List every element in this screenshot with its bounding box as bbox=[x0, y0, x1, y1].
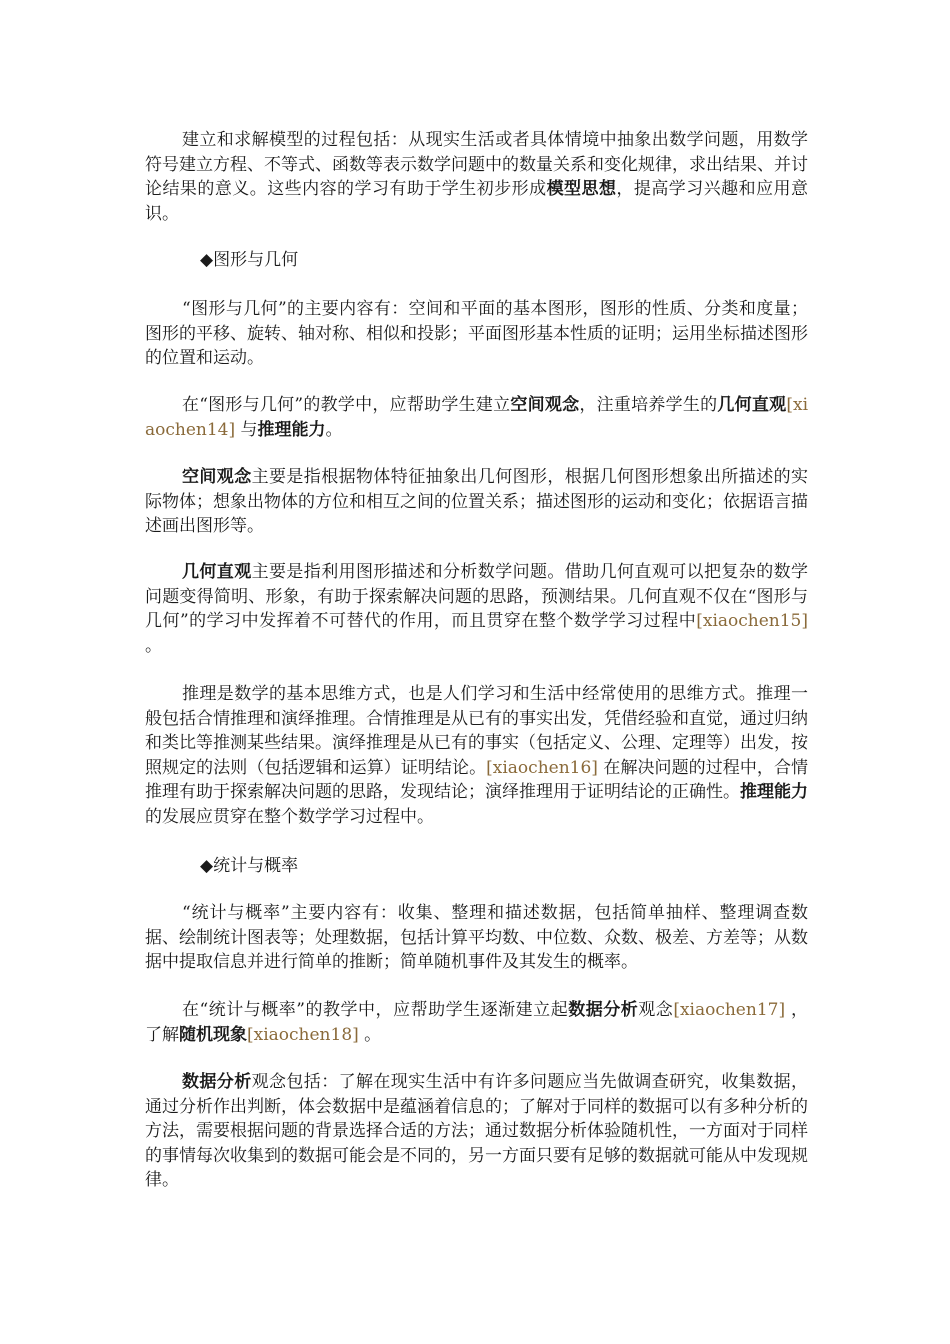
section-heading-statistics: ◆统计与概率 bbox=[200, 856, 299, 876]
keyword-reasoning-ability: 推理能力 bbox=[257, 419, 326, 440]
diamond-bullet-icon: ◆ bbox=[200, 250, 214, 270]
keyword-data-analysis: 数据分析 bbox=[568, 1000, 639, 1020]
keyword-spatial-concept: 空间观念 bbox=[182, 467, 252, 487]
diamond-bullet-icon: ◆ bbox=[200, 856, 214, 876]
keyword-geometric-intuition: 几何直观 bbox=[182, 562, 252, 582]
paragraph-data-analysis: 数据分析观念包括：了解在现实生活中有许多问题应当先做调查研究，收集数据，通过分析作出判断，体会数据中是蕴涵着信息的；了解对于同样的数据可以有多种分析的方法，需要根据问题的背景选择合适的方法；通过数据分析体验随机性，一方面对于同样的事情每次收集到的数据可能会是不同的，另一方面只要有足够的数据就可能从中发现规律。 bbox=[145, 1072, 809, 1190]
comment-reference[interactable]: [xiaochen14] bbox=[145, 395, 809, 440]
paragraph-geometry-content: “图形与几何”的主要内容有：空间和平面的基本图形，图形的性质、分类和度量；图形的平移、旋转、轴对称、相似和投影；平面图形基本性质的证明；运用坐标描述图形的位置和运动。 bbox=[145, 299, 808, 368]
comment-reference[interactable]: [xiaochen16] bbox=[486, 757, 598, 778]
keyword-geometric-intuition: 几何直观 bbox=[717, 395, 787, 415]
section-heading-geometry: ◆图形与几何 bbox=[200, 250, 299, 270]
keyword-data-analysis: 数据分析 bbox=[182, 1072, 252, 1092]
keyword-spatial-concept: 空间观念 bbox=[510, 395, 580, 415]
comment-reference[interactable]: [xiaochen15] bbox=[696, 611, 808, 631]
paragraph-model-thinking: 建立和求解模型的过程包括：从现实生活或者具体情境中抽象出数学问题，用数学符号建立方程、不等式、函数等表示数学问题中的数量关系和变化规律，求出结果、并讨论结果的意义。这些内容的学习有助于学生初步形成模型思想，提高学习兴趣和应用意识。 bbox=[145, 130, 809, 224]
paragraph-geometric-intuition: 几何直观主要是指利用图形描述和分析数学问题。借助几何直观可以把复杂的数学问题变得简明、形象，有助于探索解决问题的思路，预测结果。几何直观不仅在“图形与几何”的学习中发挥着不可替代的作用，而且贯穿在整个数学学习过程中[xiaochen15] 。 bbox=[145, 562, 809, 656]
comment-reference[interactable]: [xiaochen17] bbox=[673, 1000, 786, 1020]
keyword-reasoning-ability: 推理能力 bbox=[740, 782, 808, 802]
paragraph-geometry-teaching: 在“图形与几何”的教学中，应帮助学生建立空间观念，注重培养学生的几何直观[xiaochen14] 与推理能力。 bbox=[145, 395, 809, 440]
keyword-model-thinking: 模型思想 bbox=[546, 179, 617, 199]
paragraph-reasoning: 推理是数学的基本思维方式，也是人们学习和生活中经常使用的思维方式。推理一般包括合情推理和演绎推理。合情推理是从已有的事实出发，凭借经验和直觉，通过归纳和类比等推测某些结果。演绎推理是从已有的事实（包括定义、公理、定理等）出发，按照规定的法则（包括逻辑和运算）证明结论。[xiaochen16] 在解决问题的过程中，合情推理有助于探索解决问题的思路，发现结论；演绎推理用于证明结论的正确性。推理能力的发展应贯穿在整个数学学习过程中。 bbox=[145, 684, 809, 827]
paragraph-statistics-teaching: 在“统计与概率”的教学中，应帮助学生逐渐建立起数据分析观念[xiaochen17] ，了解随机现象[xiaochen18] 。 bbox=[145, 1000, 809, 1045]
paragraph-spatial-concept: 空间观念主要是指根据物体特征抽象出几何图形，根据几何图形想象出所描述的实际物体；想象出物体的方位和相互之间的位置关系；描述图形的运动和变化；依据语言描述画出图形等。 bbox=[145, 467, 809, 536]
comment-reference[interactable]: [xiaochen18] bbox=[247, 1024, 359, 1045]
keyword-random-phenomena: 随机现象 bbox=[179, 1024, 247, 1045]
paragraph-statistics-content: “统计与概率”主要内容有：收集、整理和描述数据，包括简单抽样、整理调查数据、绘制统计图表等；处理数据，包括计算平均数、中位数、众数、极差、方差等；从数据中提取信息并进行简单的推断；简单随机事件及其发生的概率。 bbox=[145, 903, 808, 972]
